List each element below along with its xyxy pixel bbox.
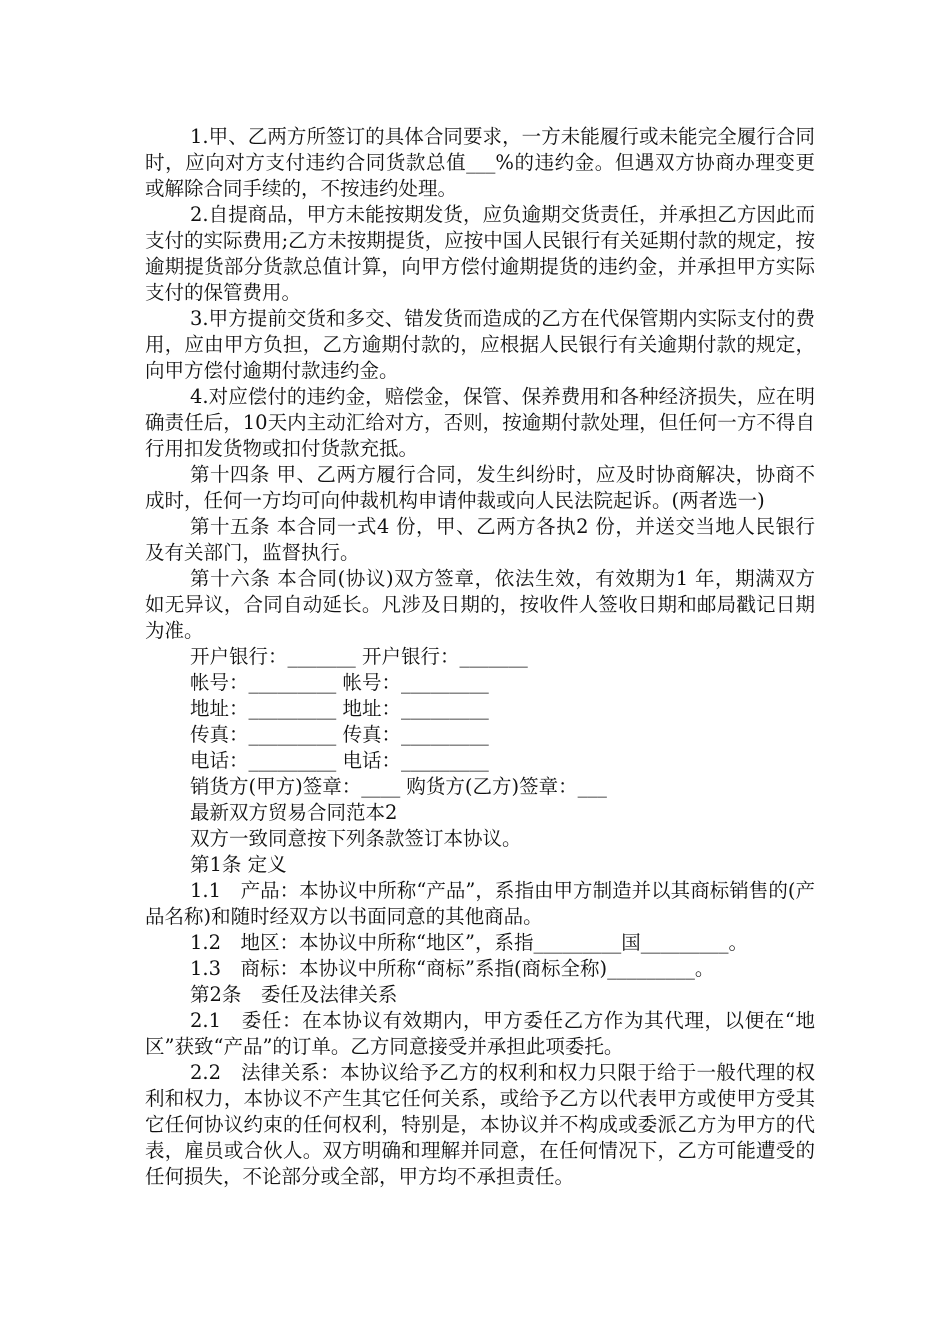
paragraph-17: 1.1 产品：本协议中所称“产品”，系指由甲方制造并以其商标销售的(产品名称)和随时经双方以书面同意的其他商品。 [145,879,815,928]
paragraph-7: 第十六条 本合同(协议)双方签章，依法生效，有效期为1 年，期满双方如无异议，合同自动延长。凡涉及日期的，按收件人签收日期和邮局戳记日期为准。 [145,567,815,642]
paragraph-18: 1.2 地区：本协议中所称“地区”，系指_________国_________。 [190,931,748,954]
paragraph-19: 1.3 商标：本协议中所称“商标”系指(商标全称)_________。 [190,957,715,980]
paragraph-20: 第2条 委任及法律关系 [190,983,398,1006]
paragraph-12: 电话：_________ 电话：_________ [190,749,489,772]
paragraph-15: 双方一致同意按下列条款签订本协议。 [190,827,522,850]
contract-body [145,124,815,1190]
paragraph-16: 第1条 定义 [190,853,287,876]
paragraph-4: 4.对应偿付的违约金，赔偿金，保管、保养费用和各种经济损失，应在明确责任后，10天内主动汇给对方，否则，按逾期付款处理，但任何一方不得自行用扣发货物或扣付货款充抵。 [145,385,815,460]
paragraph-1: 1.甲、乙两方所签订的具体合同要求，一方未能履行或未能完全履行合同时，应向对方支付违约合同货款总值___%的违约金。但遇双方协商办理变更或解除合同手续的，不按违约处理。 [145,125,815,200]
paragraph-8: 开户银行：_______ 开户银行：_______ [190,645,528,668]
paragraph-13: 销货方(甲方)签章：____ 购货方(乙方)签章：___ [190,775,607,798]
paragraph-14: 最新双方贸易合同范本2 [190,801,398,824]
paragraph-21: 2.1 委任：在本协议有效期内，甲方委任乙方作为其代理，以便在“地区”获致“产品”的订单。乙方同意接受并承担此项委托。 [145,1009,815,1058]
paragraph-3: 3.甲方提前交货和多交、错发货而造成的乙方在代保管期内实际支付的费用，应由甲方负担，乙方逾期付款的，应根据人民银行有关逾期付款的规定，向甲方偿付逾期付款违约金。 [145,307,815,382]
paragraph-9: 帐号：_________ 帐号：_________ [190,671,489,694]
paragraph-10: 地址：_________ 地址：_________ [190,697,489,720]
paragraph-6: 第十五条 本合同一式4 份，甲、乙两方各执2 份，并送交当地人民银行及有关部门，监督执行。 [145,515,815,564]
paragraph-5: 第十四条 甲、乙两方履行合同，发生纠纷时，应及时协商解决，协商不成时，任何一方均可向仲裁机构申请仲裁或向人民法院起诉。(两者选一) [145,463,815,512]
paragraph-22: 2.2 法律关系：本协议给予乙方的权利和权力只限于给于一般代理的权利和权力，本协议不产生其它任何关系，或给予乙方以代表甲方或使甲方受其它任何协议约束的任何权利，特别是，本协议并不构成或委派乙方为甲方的代表，雇员或合伙人。双方明确和理解并同意，在任何情况下，乙方可能遭受的任何损失，不论部分或全部，甲方均不承担责任。 [145,1061,815,1188]
paragraph-2: 2.自提商品，甲方未能按期发货，应负逾期交货责任，并承担乙方因此而支付的实际费用;乙方未按期提货，应按中国人民银行有关延期付款的规定，按逾期提货部分货款总值计算，向甲方偿付逾期提货的违约金，并承担甲方实际支付的保管费用。 [145,203,815,304]
paragraph-11: 传真：_________ 传真：_________ [190,723,489,746]
